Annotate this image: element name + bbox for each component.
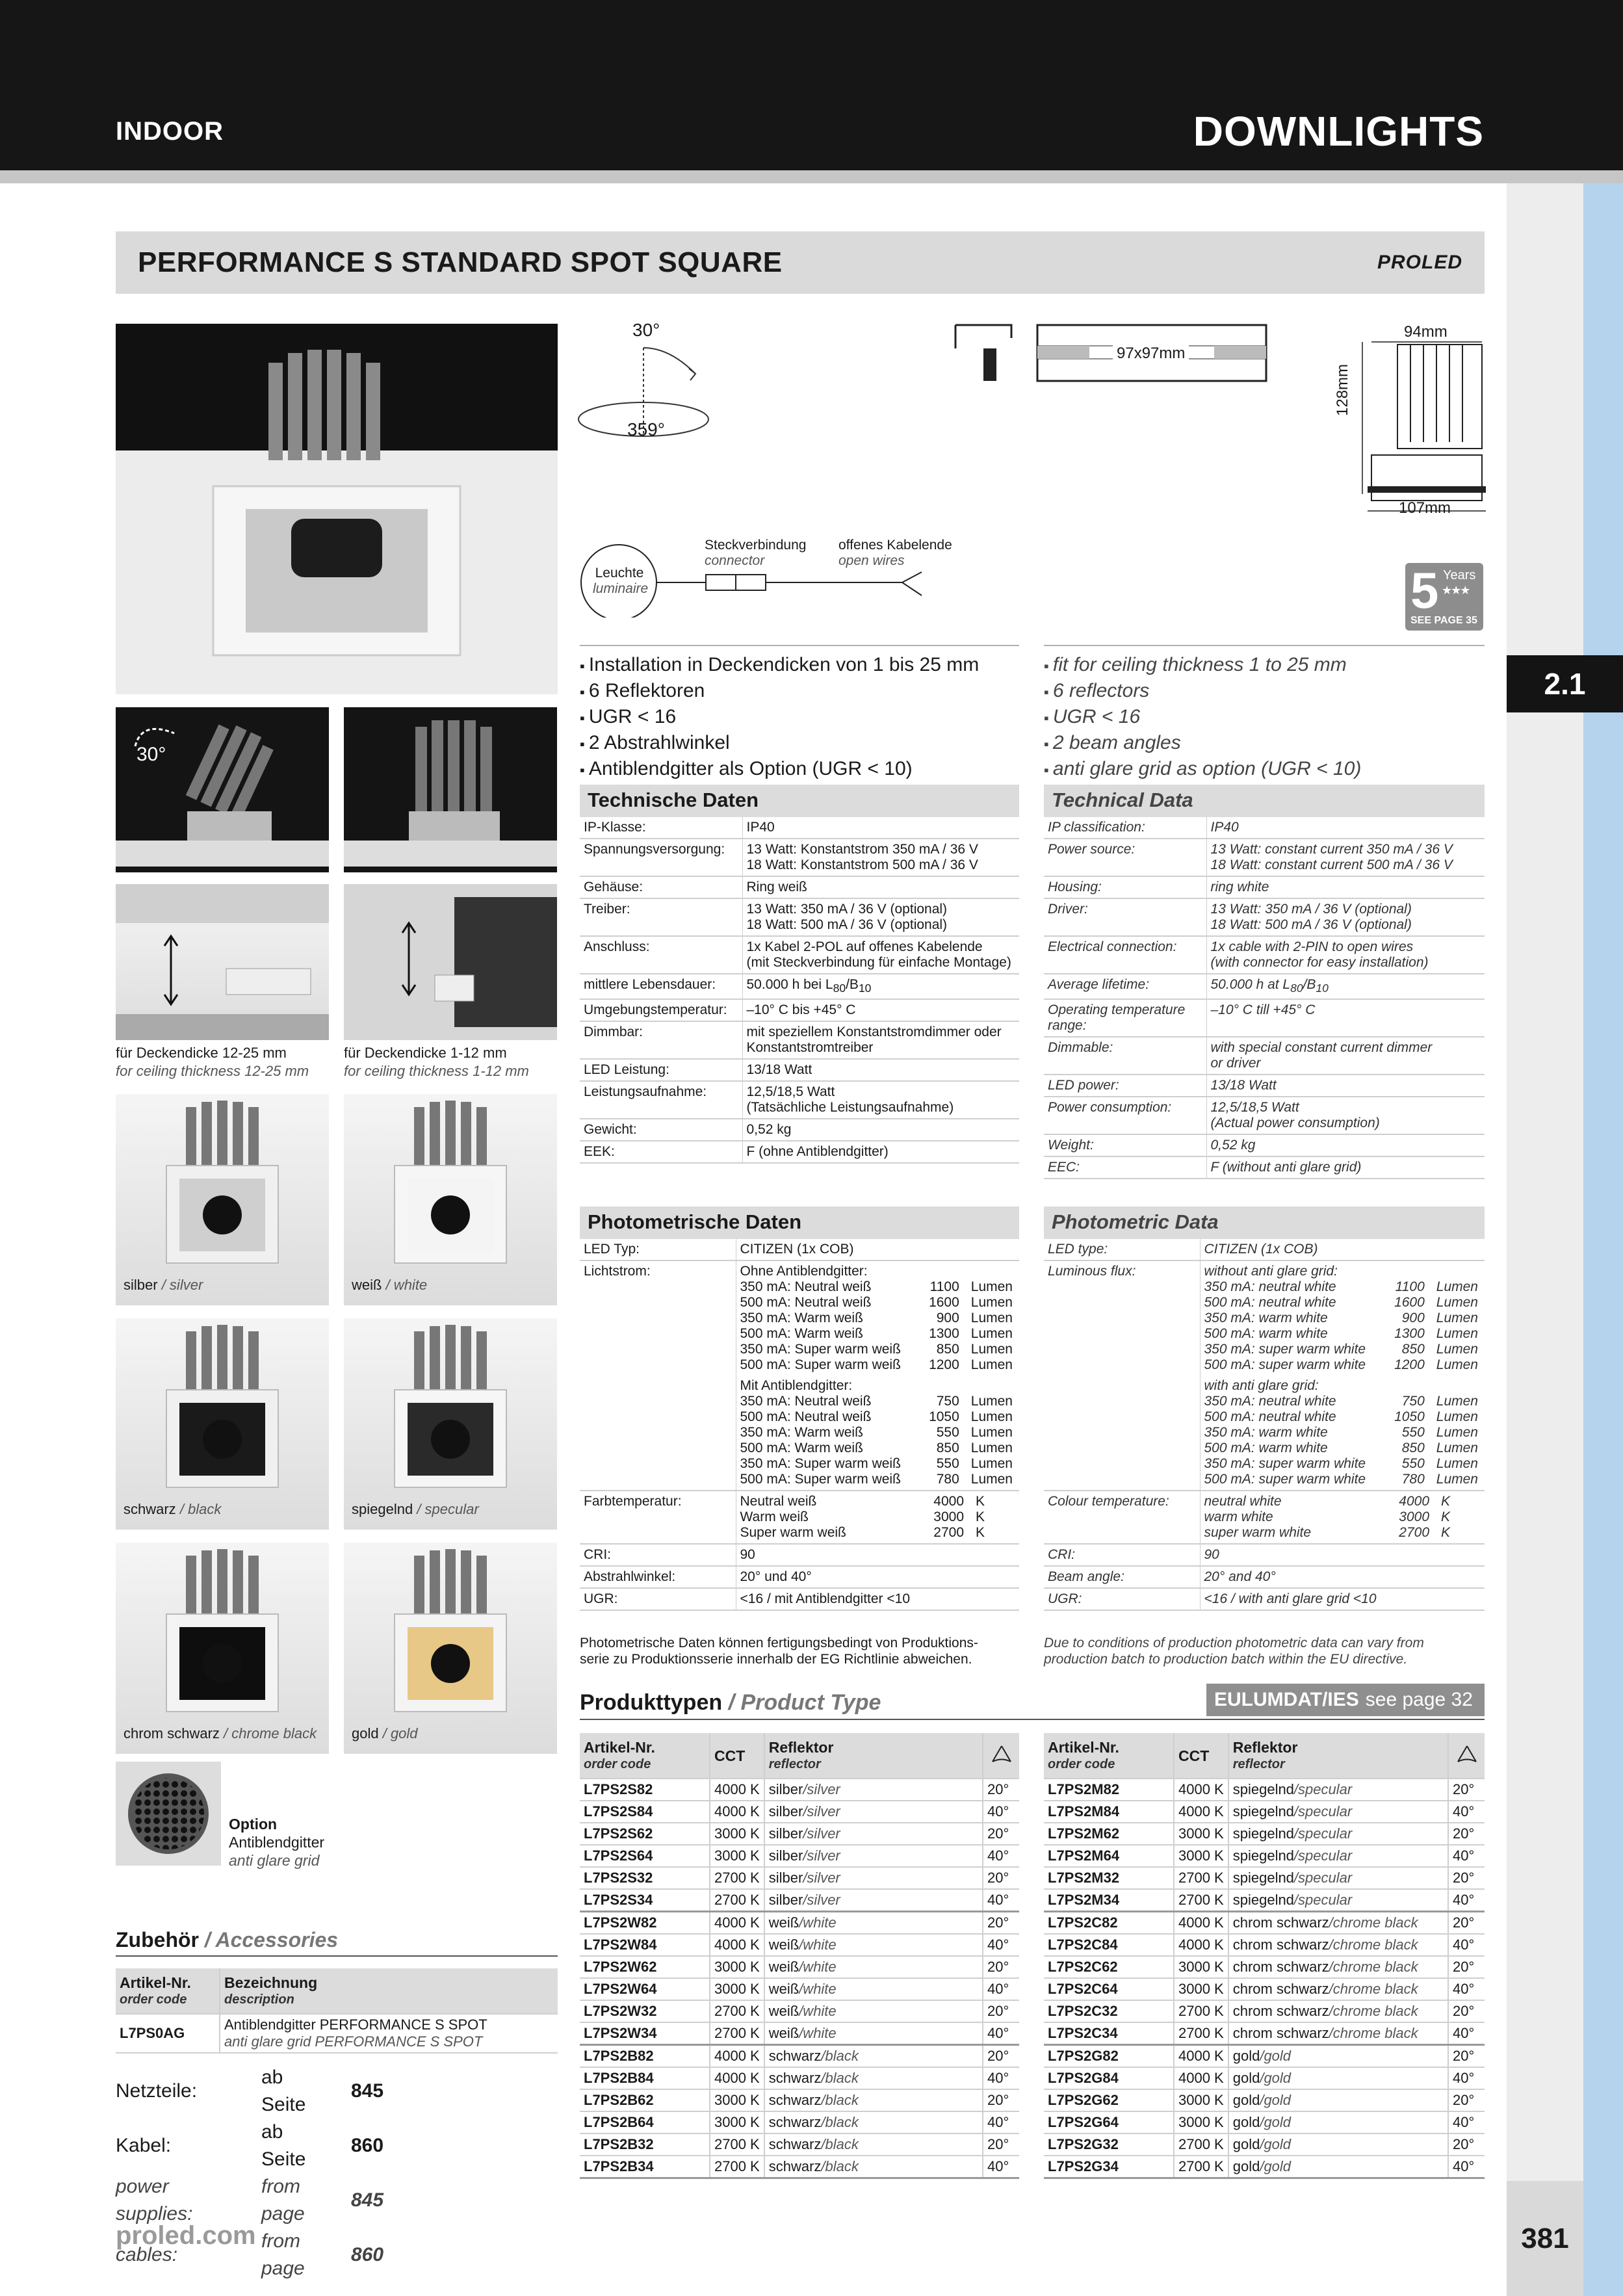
table-row: Weight: 0,52 kg <box>1044 1134 1485 1156</box>
table-row: LED type: CITIZEN (1x COB) <box>1044 1239 1485 1260</box>
table-row[interactable]: L7PS2B32 2700 K schwarz/black 20° <box>580 2133 1019 2156</box>
variant-caption: weiß / white <box>352 1277 428 1293</box>
table-row: Operating temperature range: –10° C till +45° C <box>1044 999 1485 1037</box>
width-top: 94mm <box>1404 323 1448 341</box>
page-reference[interactable]: power supplies: from page 845 <box>116 2176 384 2224</box>
page-reference[interactable]: cables: from page 860 <box>116 2230 384 2279</box>
product-title: PERFORMANCE S STANDARD SPOT SQUARE <box>138 246 783 278</box>
table-row: Gehäuse: Ring weiß <box>580 876 1019 898</box>
variant-caption: chrom schwarz / chrome black <box>123 1725 317 1742</box>
table-row[interactable]: L7PS2W34 2700 K weiß/white 40° <box>580 2022 1019 2045</box>
table-row[interactable]: L7PS2G82 4000 K gold/gold 20° <box>1044 2045 1485 2068</box>
table-row[interactable]: L7PS2S34 2700 K silber/silver 40° <box>580 1889 1019 1912</box>
divider <box>580 1719 1485 1720</box>
product-title-bar <box>116 231 1485 294</box>
thickness-photo-12-25 <box>116 884 329 1040</box>
rotation-angle: 359° <box>627 419 665 439</box>
feature-item: ▪ 6 Reflektoren <box>580 679 979 705</box>
col-cct: CCT <box>710 1733 764 1779</box>
table-row[interactable]: L7PS2C82 4000 K chrom schwarz/chrome black 20° <box>1044 1912 1485 1935</box>
variant-caption: schwarz / black <box>123 1501 222 1517</box>
feature-item: ▪ UGR < 16 <box>1044 705 1361 731</box>
variant-photo-silver <box>116 1094 329 1305</box>
table-row[interactable]: L7PS2M82 4000 K spiegelnd/specular 20° <box>1044 1779 1485 1801</box>
option-name-de: Antiblendgitter <box>229 1834 325 1851</box>
table-row: Abstrahlwinkel: 20° und 40° <box>580 1566 1019 1588</box>
variant-photo-specular <box>344 1318 557 1530</box>
col-order-code: Artikel-Nr. order code <box>116 1968 220 2014</box>
table-row: Beam angle: 20° and 40° <box>1044 1566 1485 1588</box>
connector-label-de: Steckverbindung <box>705 538 807 553</box>
table-row[interactable]: L7PS2S32 2700 K silber/silver 20° <box>580 1867 1019 1889</box>
table-row: IP classification: IP40 <box>1044 817 1485 839</box>
table-row[interactable]: L7PS2W84 4000 K weiß/white 40° <box>580 1934 1019 1956</box>
tech-data-table-en <box>1044 785 1485 1179</box>
thickness-caption-en: for ceiling thickness 12-25 mm <box>116 1063 309 1079</box>
description: Antiblendgitter PERFORMANCE S SPOT anti glare grid PERFORMANCE S SPOT <box>220 2014 558 2053</box>
photometric-title: Photometrische Daten <box>580 1207 1019 1239</box>
table-row[interactable]: L7PS2S62 3000 K silber/silver 20° <box>580 1823 1019 1845</box>
thickness-caption-de: für Deckendicke 12-25 mm <box>116 1045 287 1061</box>
table-row: Treiber: 13 Watt: 350 mA / 36 V (optional) 18 Watt: 500 mA / 36 V (optional) <box>580 898 1019 936</box>
col-reflector: Reflektor reflector <box>764 1733 983 1779</box>
table-row: Average lifetime: 50.000 h at $L_{80}/B_{10}$ <box>1044 974 1485 999</box>
col-description: Bezeichnung description <box>220 1968 558 2014</box>
category-label: INDOOR <box>116 117 224 146</box>
width-bottom: 107mm <box>1399 499 1451 517</box>
feature-item: ▪ 2 Abstrahlwinkel <box>580 731 979 757</box>
table-row[interactable]: L7PS2C84 4000 K chrom schwarz/chrome black 40° <box>1044 1934 1485 1956</box>
connector-label-en: connector <box>705 553 765 568</box>
table-row[interactable]: L7PS2W62 3000 K weiß/white 20° <box>580 1956 1019 1978</box>
section-title: DOWNLIGHTS <box>1193 108 1484 155</box>
table-row: Housing: ring white <box>1044 876 1485 898</box>
table-row[interactable]: L7PS2M32 2700 K spiegelnd/specular 20° <box>1044 1867 1485 1889</box>
table-row[interactable]: L7PS2S64 3000 K silber/silver 40° <box>580 1845 1019 1867</box>
feature-list-de <box>580 653 979 783</box>
table-row: CRI: 90 <box>580 1544 1019 1566</box>
luminaire-label-en: luminaire <box>593 581 649 596</box>
table-row: Umgebungstemperatur: –10° C bis +45° C <box>580 999 1019 1021</box>
eulumdat-label: EULUMDAT/IES <box>1214 1689 1359 1710</box>
photometric-note-en: Due to conditions of production photometric data can vary from production batch to production batch within the EU directive. <box>1044 1636 1424 1667</box>
table-row: Power consumption: 12,5/18,5 Watt (Actual power consumption) <box>1044 1097 1485 1134</box>
header-divider <box>0 170 1623 183</box>
variant-caption: gold / gold <box>352 1725 418 1742</box>
option-name-en: anti glare grid <box>229 1852 320 1869</box>
table-row[interactable]: L7PS2C62 3000 K chrom schwarz/chrome black 20° <box>1044 1956 1485 1978</box>
table-row: UGR: <16 / with anti glare grid <10 <box>1044 1588 1485 1610</box>
table-row: Leistungsaufnahme: 12,5/18,5 Watt (Tatsächliche Leistungsaufnahme) <box>580 1081 1019 1119</box>
star-icon: ★★★ <box>1442 584 1470 597</box>
table-row[interactable]: L7PS2M62 3000 K spiegelnd/specular 20° <box>1044 1823 1485 1845</box>
table-row: Colour temperature: neutral white 4000 K warm white 3000 K super warm white 2700 K <box>1044 1491 1485 1544</box>
wires-label-en: open wires <box>838 553 905 568</box>
table-row[interactable]: L7PS2B82 4000 K schwarz/black 20° <box>580 2045 1019 2068</box>
divider <box>1044 645 1485 646</box>
feature-item: ▪ UGR < 16 <box>580 705 979 731</box>
table-row[interactable]: L7PS2W82 4000 K weiß/white 20° <box>580 1912 1019 1935</box>
table-row: EEK: F (ohne Antiblendgitter) <box>580 1141 1019 1163</box>
table-row[interactable]: L7PS2B62 3000 K schwarz/black 20° <box>580 2089 1019 2111</box>
accessories-heading <box>116 1928 338 1952</box>
table-row: Anschluss: 1x Kabel 2-POL auf offenes Kabelende (mit Steckverbindung für einfache Montage) <box>580 936 1019 974</box>
col-order-code: Artikel-Nr. order code <box>1044 1733 1174 1779</box>
variant-photo-black <box>116 1318 329 1530</box>
photometric-table-en <box>1044 1207 1485 1611</box>
photometric-table-de <box>580 1207 1019 1611</box>
table-row: Dimmable: with special constant current dimmer or driver <box>1044 1037 1485 1075</box>
table-row[interactable]: L7PS2G32 2700 K gold/gold 20° <box>1044 2133 1485 2156</box>
variant-photo-gold <box>344 1543 557 1754</box>
variant-photo-chrome-black <box>116 1543 329 1754</box>
tech-data-title: Technische Daten <box>580 785 1019 817</box>
thickness-caption-de: für Deckendicke 1-12 mm <box>344 1045 507 1061</box>
table-row[interactable]: L7PS2G34 2700 K gold/gold 40° <box>1044 2156 1485 2178</box>
table-row[interactable]: L7PS2S84 4000 K silber/silver 40° <box>580 1801 1019 1823</box>
thickness-caption-en: for ceiling thickness 1-12 mm <box>344 1063 529 1079</box>
beam-angle-icon <box>1456 1744 1478 1764</box>
table-row: UGR: <16 / mit Antiblendgitter <10 <box>580 1588 1019 1610</box>
table-row: Power source: 13 Watt: constant current 350 mA / 36 V 18 Watt: constant current 500 mA / 36 V <box>1044 839 1485 876</box>
table-row[interactable]: L7PS2C32 2700 K chrom schwarz/chrome black 20° <box>1044 2000 1485 2022</box>
warranty-years-label: Years <box>1443 568 1476 582</box>
col-beam-angle <box>1448 1733 1485 1779</box>
table-row: Spannungsversorgung: 13 Watt: Konstantstrom 350 mA / 36 V 18 Watt: Konstantstrom 500 mA / 36 V <box>580 839 1019 876</box>
anti-glare-grid-photo <box>116 1762 221 1866</box>
photometric-title: Photometric Data <box>1044 1207 1485 1239</box>
page-reference[interactable]: Kabel: ab Seite 860 <box>116 2121 384 2170</box>
feature-item: ▪ Installation in Deckendicken von 1 bis 25 mm <box>580 653 979 679</box>
table-row[interactable]: L7PS2S82 4000 K silber/silver 20° <box>580 1779 1019 1801</box>
website-link[interactable]: proled.com <box>116 2221 256 2250</box>
side-tab-strip <box>1583 183 1623 2296</box>
table-row: EEC: F (without anti glare grid) <box>1044 1156 1485 1179</box>
table-row: IP-Klasse: IP40 <box>580 817 1019 839</box>
table-row[interactable]: L7PS2W64 3000 K weiß/white 40° <box>580 1978 1019 2000</box>
col-beam-angle <box>983 1733 1019 1779</box>
warranty-badge[interactable] <box>1405 563 1483 631</box>
table-row: Driver: 13 Watt: 350 mA / 36 V (optional) 18 Watt: 500 mA / 36 V (optional) <box>1044 898 1485 936</box>
warranty-page-ref: SEE PAGE 35 <box>1410 615 1477 626</box>
col-order-code: Artikel-Nr. order code <box>580 1733 710 1779</box>
table-row: Gewicht: 0,52 kg <box>580 1119 1019 1141</box>
option-title: Option <box>229 1816 278 1833</box>
table-row[interactable]: L7PS2C34 2700 K chrom schwarz/chrome black 40° <box>1044 2022 1485 2045</box>
tech-data-table-de <box>580 785 1019 1164</box>
brand-logo: PROLED <box>1377 252 1462 273</box>
table-row[interactable]: L7PS2B84 4000 K schwarz/black 40° <box>580 2067 1019 2089</box>
col-reflector: Reflektor reflector <box>1228 1733 1448 1779</box>
table-row: Lichtstrom: Ohne Antiblendgitter: 350 mA: Neutral weiß 1100 Lumen 500 mA: Neutral weiß 1600 Lumen 350 mA: Warm weiß 900 Lumen 500 mA: Warm weiß 1300 Lumen 350 mA: Super warm weiß 850 Lumen 500 mA: Super warm weiß 1200 Lumen Mit Antiblendgitter: 350 mA: Neutral weiß 750 Lumen 500 mA: Neutral weiß 1050 Lumen 350 mA: Warm weiß 550 Lumen 500 mA: Warm weiß 850 Lumen 350 mA: Super warm weiß 550 Lumen 500 mA: Super warm weiß 780 Lumen <box>580 1260 1019 1491</box>
table-row[interactable]: L7PS2W32 2700 K weiß/white 20° <box>580 2000 1019 2022</box>
variant-caption: spiegelnd / specular <box>352 1501 479 1517</box>
height-dimension: 128mm <box>1334 363 1351 416</box>
table-row[interactable] <box>116 2014 558 2053</box>
table-row[interactable]: L7PS2M34 2700 K spiegelnd/specular 40° <box>1044 1889 1485 1912</box>
table-row[interactable]: L7PS2M64 3000 K spiegelnd/specular 40° <box>1044 1845 1485 1867</box>
page-number: 381 <box>1507 2181 1583 2296</box>
table-row: LED power: 13/18 Watt <box>1044 1075 1485 1097</box>
warranty-years-number: 5 <box>1410 562 1439 619</box>
cutout-size: 97x97mm <box>1113 345 1189 363</box>
table-row[interactable]: L7PS2B64 3000 K schwarz/black 40° <box>580 2111 1019 2133</box>
beam-angle-icon <box>991 1744 1013 1764</box>
straight-photo <box>344 707 557 872</box>
eulumdat-link[interactable] <box>1206 1684 1485 1716</box>
side-margin <box>1507 183 1583 2296</box>
table-row: LED Typ: CITIZEN (1x COB) <box>580 1239 1019 1260</box>
tilt-angle-label: 30° <box>136 744 166 765</box>
table-row: Luminous flux: without anti glare grid: 350 mA: neutral white 1100 Lumen 500 mA: neutral white 1600 Lumen 350 mA: warm white 900 Lumen 500 mA: warm white 1300 Lumen 350 mA: super warm white 850 Lumen 500 mA: super warm white 1200 Lumen with anti glare grid: 350 mA: neutral white 750 Lumen 500 mA: neutral white 1050 Lumen 350 mA: warm white 550 Lumen 500 mA: warm white 850 Lumen 350 mA: super warm white 550 Lumen 500 mA: super warm white 780 Lumen <box>1044 1260 1485 1491</box>
divider <box>116 1955 558 1957</box>
chapter-tab[interactable]: 2.1 <box>1507 655 1623 712</box>
col-cct: CCT <box>1174 1733 1228 1779</box>
variant-photo-white <box>344 1094 557 1305</box>
table-row: LED Leistung: 13/18 Watt <box>580 1059 1019 1081</box>
wires-label-de: offenes Kabelende <box>838 538 952 553</box>
page-reference[interactable]: Netzteile: ab Seite 845 <box>116 2067 384 2115</box>
table-row[interactable]: L7PS2G62 3000 K gold/gold 20° <box>1044 2089 1485 2111</box>
photometric-note-de: Photometrische Daten können fertigungsbedingt von Produktions- serie zu Produktionsserie innerhalb der EG Richtlinie abweichen. <box>580 1636 978 1667</box>
thickness-photo-1-12 <box>344 884 557 1040</box>
table-row[interactable]: L7PS2B34 2700 K schwarz/black 40° <box>580 2156 1019 2178</box>
tilt-photo <box>116 707 329 872</box>
product-types-title-en: / Product Type <box>728 1690 881 1715</box>
page-references <box>116 2064 1623 2282</box>
table-row: mittlere Lebensdauer: 50.000 h bei $L_{80}/B_{10}$ <box>580 974 1019 999</box>
product-types-heading <box>580 1690 881 1715</box>
main-product-photo <box>116 324 558 694</box>
accessories-title-en: / Accessories <box>204 1928 339 1951</box>
table-row[interactable]: L7PS2G84 4000 K gold/gold 40° <box>1044 2067 1485 2089</box>
tilt-angle: 30° <box>632 320 660 340</box>
order-code: L7PS0AG <box>116 2014 220 2053</box>
feature-item: ▪ Antiblendgitter als Option (UGR < 10) <box>580 757 979 783</box>
table-row: Electrical connection: 1x cable with 2-PIN to open wires (with connector for easy installation) <box>1044 936 1485 974</box>
luminaire-label-de: Leuchte <box>595 566 644 581</box>
product-types-title-de: Produkttypen <box>580 1690 723 1715</box>
feature-list-en <box>1044 653 1361 783</box>
accessories-table <box>116 1968 558 2054</box>
table-row[interactable]: L7PS2M84 4000 K spiegelnd/specular 40° <box>1044 1801 1485 1823</box>
feature-item: ▪ 2 beam angles <box>1044 731 1361 757</box>
eulumdat-page-ref: see page 32 <box>1365 1689 1473 1710</box>
feature-item: ▪ 6 reflectors <box>1044 679 1361 705</box>
feature-item: ▪ anti glare grid as option (UGR < 10) <box>1044 757 1361 783</box>
table-row[interactable]: L7PS2G64 3000 K gold/gold 40° <box>1044 2111 1485 2133</box>
dimension-diagram <box>1339 319 1488 520</box>
variant-caption: silber / silver <box>123 1277 203 1293</box>
table-row: Dimmbar: mit speziellem Konstantstromdimmer oder Konstantstromtreiber <box>580 1021 1019 1059</box>
table-row: CRI: 90 <box>1044 1544 1485 1566</box>
divider <box>580 645 1019 646</box>
accessories-title-de: Zubehör <box>116 1928 199 1951</box>
feature-item: ▪ fit for ceiling thickness 1 to 25 mm <box>1044 653 1361 679</box>
tech-data-title: Technical Data <box>1044 785 1485 817</box>
table-row[interactable]: L7PS2C64 3000 K chrom schwarz/chrome black 40° <box>1044 1978 1485 2000</box>
table-row: Farbtemperatur: Neutral weiß 4000 K Warm weiß 3000 K Super warm weiß 2700 K <box>580 1491 1019 1544</box>
